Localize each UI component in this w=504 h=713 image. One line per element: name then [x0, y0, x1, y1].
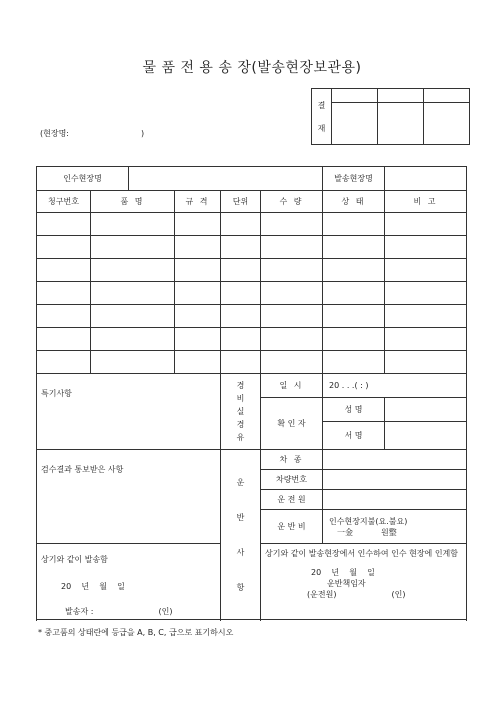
sender-seal: (인)	[158, 607, 173, 616]
special-notes-label: 특기사항	[37, 374, 221, 450]
vehicle-no-label: 차량번호	[261, 470, 323, 490]
status-vertical-label: 경 비 실 경 유	[221, 374, 261, 450]
shipped-date: 20 년 월 일	[61, 582, 125, 591]
approval-box	[311, 88, 470, 145]
approval-sign-cell	[332, 103, 378, 145]
col-condition: 상 태	[323, 191, 385, 213]
send-site-value	[385, 167, 467, 191]
shipped-block	[37, 544, 221, 620]
sign-value	[385, 422, 467, 450]
carrier-label: 운반책임자	[327, 579, 366, 588]
approval-sign-cell	[378, 103, 424, 145]
site-name-field	[40, 128, 144, 139]
document-title: 물 품 전 용 송 장(발송현장보관용)	[142, 60, 362, 76]
freight-value	[323, 510, 467, 544]
site-name-close: )	[141, 129, 145, 138]
vehicle-type-label: 차 종	[261, 450, 323, 470]
driver-label: 운 전 원	[261, 490, 323, 510]
receive-site-label: 인수현장명	[37, 167, 129, 191]
invoice-table	[36, 166, 467, 620]
confirmer-label: 확 인 자	[261, 398, 323, 450]
col-request-no: 청구번호	[37, 191, 91, 213]
transport-vertical-label: 운 반 사 항	[221, 450, 261, 620]
table-row	[37, 328, 467, 351]
vehicle-type-value	[323, 450, 467, 470]
sender-label: 발송자 :	[65, 607, 94, 616]
col-remarks: 비 고	[385, 191, 467, 213]
freight-amount: 一金 원整	[337, 527, 397, 537]
table-row	[37, 213, 467, 236]
site-name-label: (현장명:	[40, 129, 70, 138]
approval-header-cell	[378, 89, 424, 103]
col-spec: 규 격	[175, 191, 221, 213]
approval-header-cell	[424, 89, 470, 103]
handover-text: 상기와 같이 발송현장에서 인수하여 인수 현장에 인계함	[265, 549, 459, 558]
table-row	[37, 282, 467, 305]
send-site-label: 발송현장명	[323, 167, 385, 191]
date-value: 20 . . .( : )	[323, 374, 467, 398]
table-row	[37, 351, 467, 374]
carrier-driver: (운전원)	[307, 590, 337, 599]
driver-value	[323, 490, 467, 510]
handover-date: 20 년 월 일	[311, 568, 375, 577]
freight-label: 운 반 비	[261, 510, 323, 544]
table-row	[37, 305, 467, 328]
date-label: 일 시	[261, 374, 323, 398]
freight-payer: 인수현장지불(요.불요)	[329, 516, 408, 526]
col-unit: 단위	[221, 191, 261, 213]
col-item-name: 품 명	[91, 191, 175, 213]
col-quantity: 수 량	[261, 191, 323, 213]
position-value	[385, 398, 467, 422]
position-label: 성 명	[323, 398, 385, 422]
receive-site-value	[129, 167, 323, 191]
table-row	[37, 259, 467, 282]
sign-label: 서 명	[323, 422, 385, 450]
footnote: * 중고품의 상태란에 등급을 A, B, C, 급으로 표기하시오	[38, 628, 234, 637]
vehicle-no-value	[323, 470, 467, 490]
approval-header-cell	[332, 89, 378, 103]
approval-sign-cell	[424, 103, 470, 145]
inspection-label: 검수결과 통보받은 사항	[37, 450, 221, 544]
table-row	[37, 236, 467, 259]
carrier-seal: (인)	[391, 590, 406, 599]
shipped-text: 상기와 같이 발송함	[41, 555, 108, 564]
approval-label: 결 재	[312, 89, 332, 145]
handover-block	[261, 544, 467, 620]
